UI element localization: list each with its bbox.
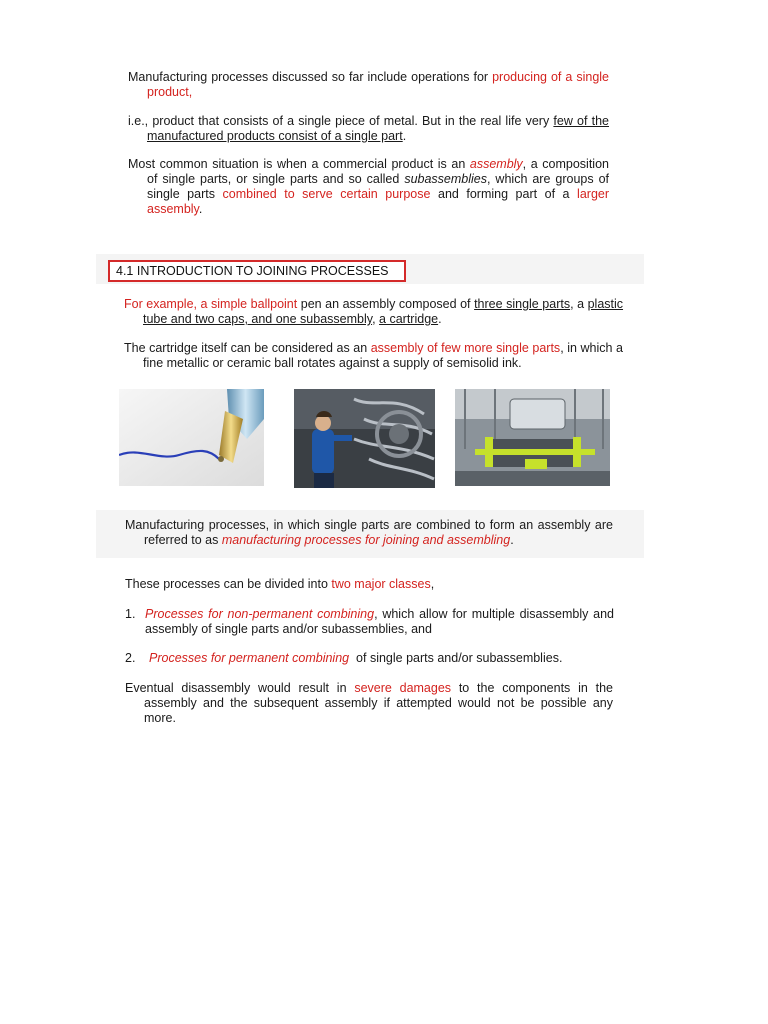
section-heading: 4.1 INTRODUCTION TO JOINING PROCESSES	[108, 260, 406, 282]
engine-assembly-photo	[294, 389, 435, 488]
ballpoint-pen-photo	[119, 389, 264, 486]
list-number-1: 1.	[125, 607, 136, 621]
list-item-1: 1. Processes for non-permanent combining, which allow for multiple disassembly and assembly of single parts and/or subassemblies, and	[125, 607, 614, 636]
body-paragraph-2: These processes can be divided into two major classes,	[125, 577, 435, 591]
section-paragraph-1: For example, a simple ballpoint pen an assembly composed of three single parts, a plastic tube and two caps, and one subassembly, a cartridge.	[124, 297, 624, 326]
list-item-2: 2. Processes for permanent combining of single parts and/or subassemblies.	[125, 651, 563, 665]
intro-paragraph-1: Manufacturing processes discussed so far include operations for producing of a single product,	[128, 70, 609, 99]
body-paragraph-3: Eventual disassembly would result in severe damages to the components in the assembly and the subsequent assembly if attempted would not be possible any more.	[125, 681, 613, 725]
body-paragraph-1: Manufacturing processes, in which single parts are combined to form an assembly are referred to as manufacturing processes for joining and assembling.	[125, 518, 613, 547]
list-number-2: 2.	[125, 651, 136, 665]
car-assembly-line-photo	[455, 389, 610, 486]
section-paragraph-2: The cartridge itself can be considered as an assembly of few more single parts, in which a fine metallic or ceramic ball rotates against a supply of semisolid ink.	[124, 341, 624, 370]
intro-paragraph-3: Most common situation is when a commercial product is an assembly, a composition of single parts, or single parts and so called subassemblies, which are groups of single parts combined to serve certain purpose and forming part of a larger assembly.	[128, 157, 610, 216]
intro-paragraph-2: i.e., product that consists of a single piece of metal. But in the real life very few of the manufactured products consist of a single part.	[128, 114, 609, 143]
